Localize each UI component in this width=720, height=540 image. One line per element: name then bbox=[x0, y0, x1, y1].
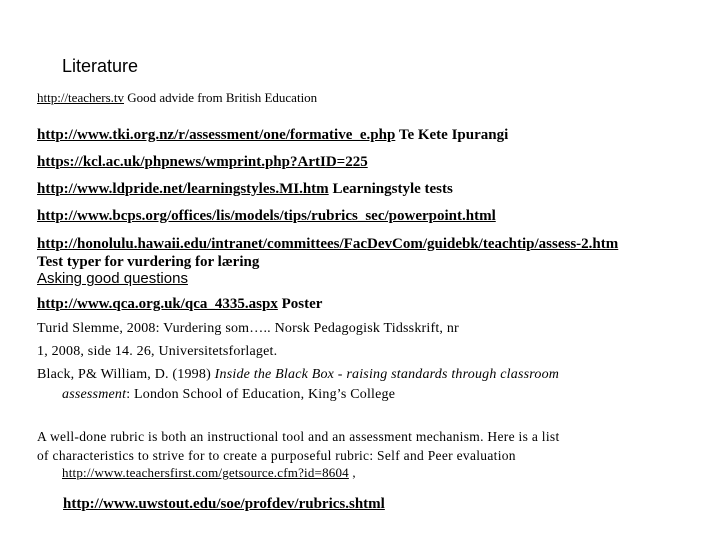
link-description: Te Kete Ipurangi bbox=[398, 127, 509, 143]
reference-slemme-line2: 1, 2008, side 14. 26, Universitetsforlaget. bbox=[37, 344, 278, 359]
reference-black-title-cont: assessment bbox=[62, 387, 127, 402]
rubric-text-line1: A well-done rubric is both an instructional tool and an assessment mechanism. Here is a list bbox=[37, 429, 560, 444]
rubric-trailing-comma: , bbox=[352, 465, 356, 480]
link-description: Poster bbox=[281, 296, 323, 312]
link-asking-good-questions[interactable]: Asking good questions bbox=[37, 270, 188, 287]
link-uwstout[interactable]: http://www.uwstout.edu/soe/profdev/rubrics.shtml bbox=[63, 496, 385, 512]
link-row-tki bbox=[37, 127, 508, 144]
reference-black-line2 bbox=[62, 387, 395, 403]
rubric-text-line2: of characteristics to strive for to create a purposeful rubric: Self and Peer evaluation bbox=[37, 448, 516, 463]
link-row-bcps bbox=[37, 208, 496, 225]
link-honolulu[interactable]: http://honolulu.hawaii.edu/intranet/committees/FacDevCom/guidebk/teachtip/assess-2.htm bbox=[37, 236, 619, 252]
link-description: Learningstyle tests bbox=[332, 181, 453, 197]
reference-black-authors: Black, P& William, D. (1998) bbox=[37, 367, 211, 382]
link-row-ldpride bbox=[37, 181, 453, 198]
link-row-teachers-tv bbox=[37, 90, 317, 106]
link-teachersfirst[interactable]: http://www.teachersfirst.com/getsource.cfm?id=8604 bbox=[62, 465, 349, 480]
reference-black-title: Inside the Black Box - raising standards through classroom bbox=[214, 367, 560, 382]
reference-black-line1 bbox=[37, 367, 559, 383]
page-title: Literature bbox=[62, 56, 139, 76]
reference-black-publisher: : London School of Education, King’s College bbox=[126, 387, 396, 402]
link-qca[interactable]: http://www.qca.org.uk/qca_4335.aspx bbox=[37, 296, 278, 312]
link-row-honolulu bbox=[37, 236, 618, 253]
test-typer-text: Test typer for vurdering for læring bbox=[37, 254, 260, 270]
reference-slemme-line1: Turid Slemme, 2008: Vurdering som….. Norsk Pedagogisk Tidsskrift, nr bbox=[37, 321, 459, 336]
link-row-kcl bbox=[37, 154, 368, 171]
link-kcl[interactable]: https://kcl.ac.uk/phpnews/wmprint.php?ArtID=225 bbox=[37, 154, 368, 170]
link-tki[interactable]: http://www.tki.org.nz/r/assessment/one/formative_e.php bbox=[37, 127, 396, 143]
link-description: Good advide from British Education bbox=[127, 90, 318, 105]
link-ldpride[interactable]: http://www.ldpride.net/learningstyles.MI.htm bbox=[37, 181, 329, 197]
link-teachers-tv[interactable]: http://teachers.tv bbox=[37, 90, 125, 105]
rubric-link-row bbox=[62, 465, 356, 481]
link-bcps[interactable]: http://www.bcps.org/offices/lis/models/tips/rubrics_sec/powerpoint.html bbox=[37, 208, 496, 224]
link-row-qca bbox=[37, 296, 322, 313]
